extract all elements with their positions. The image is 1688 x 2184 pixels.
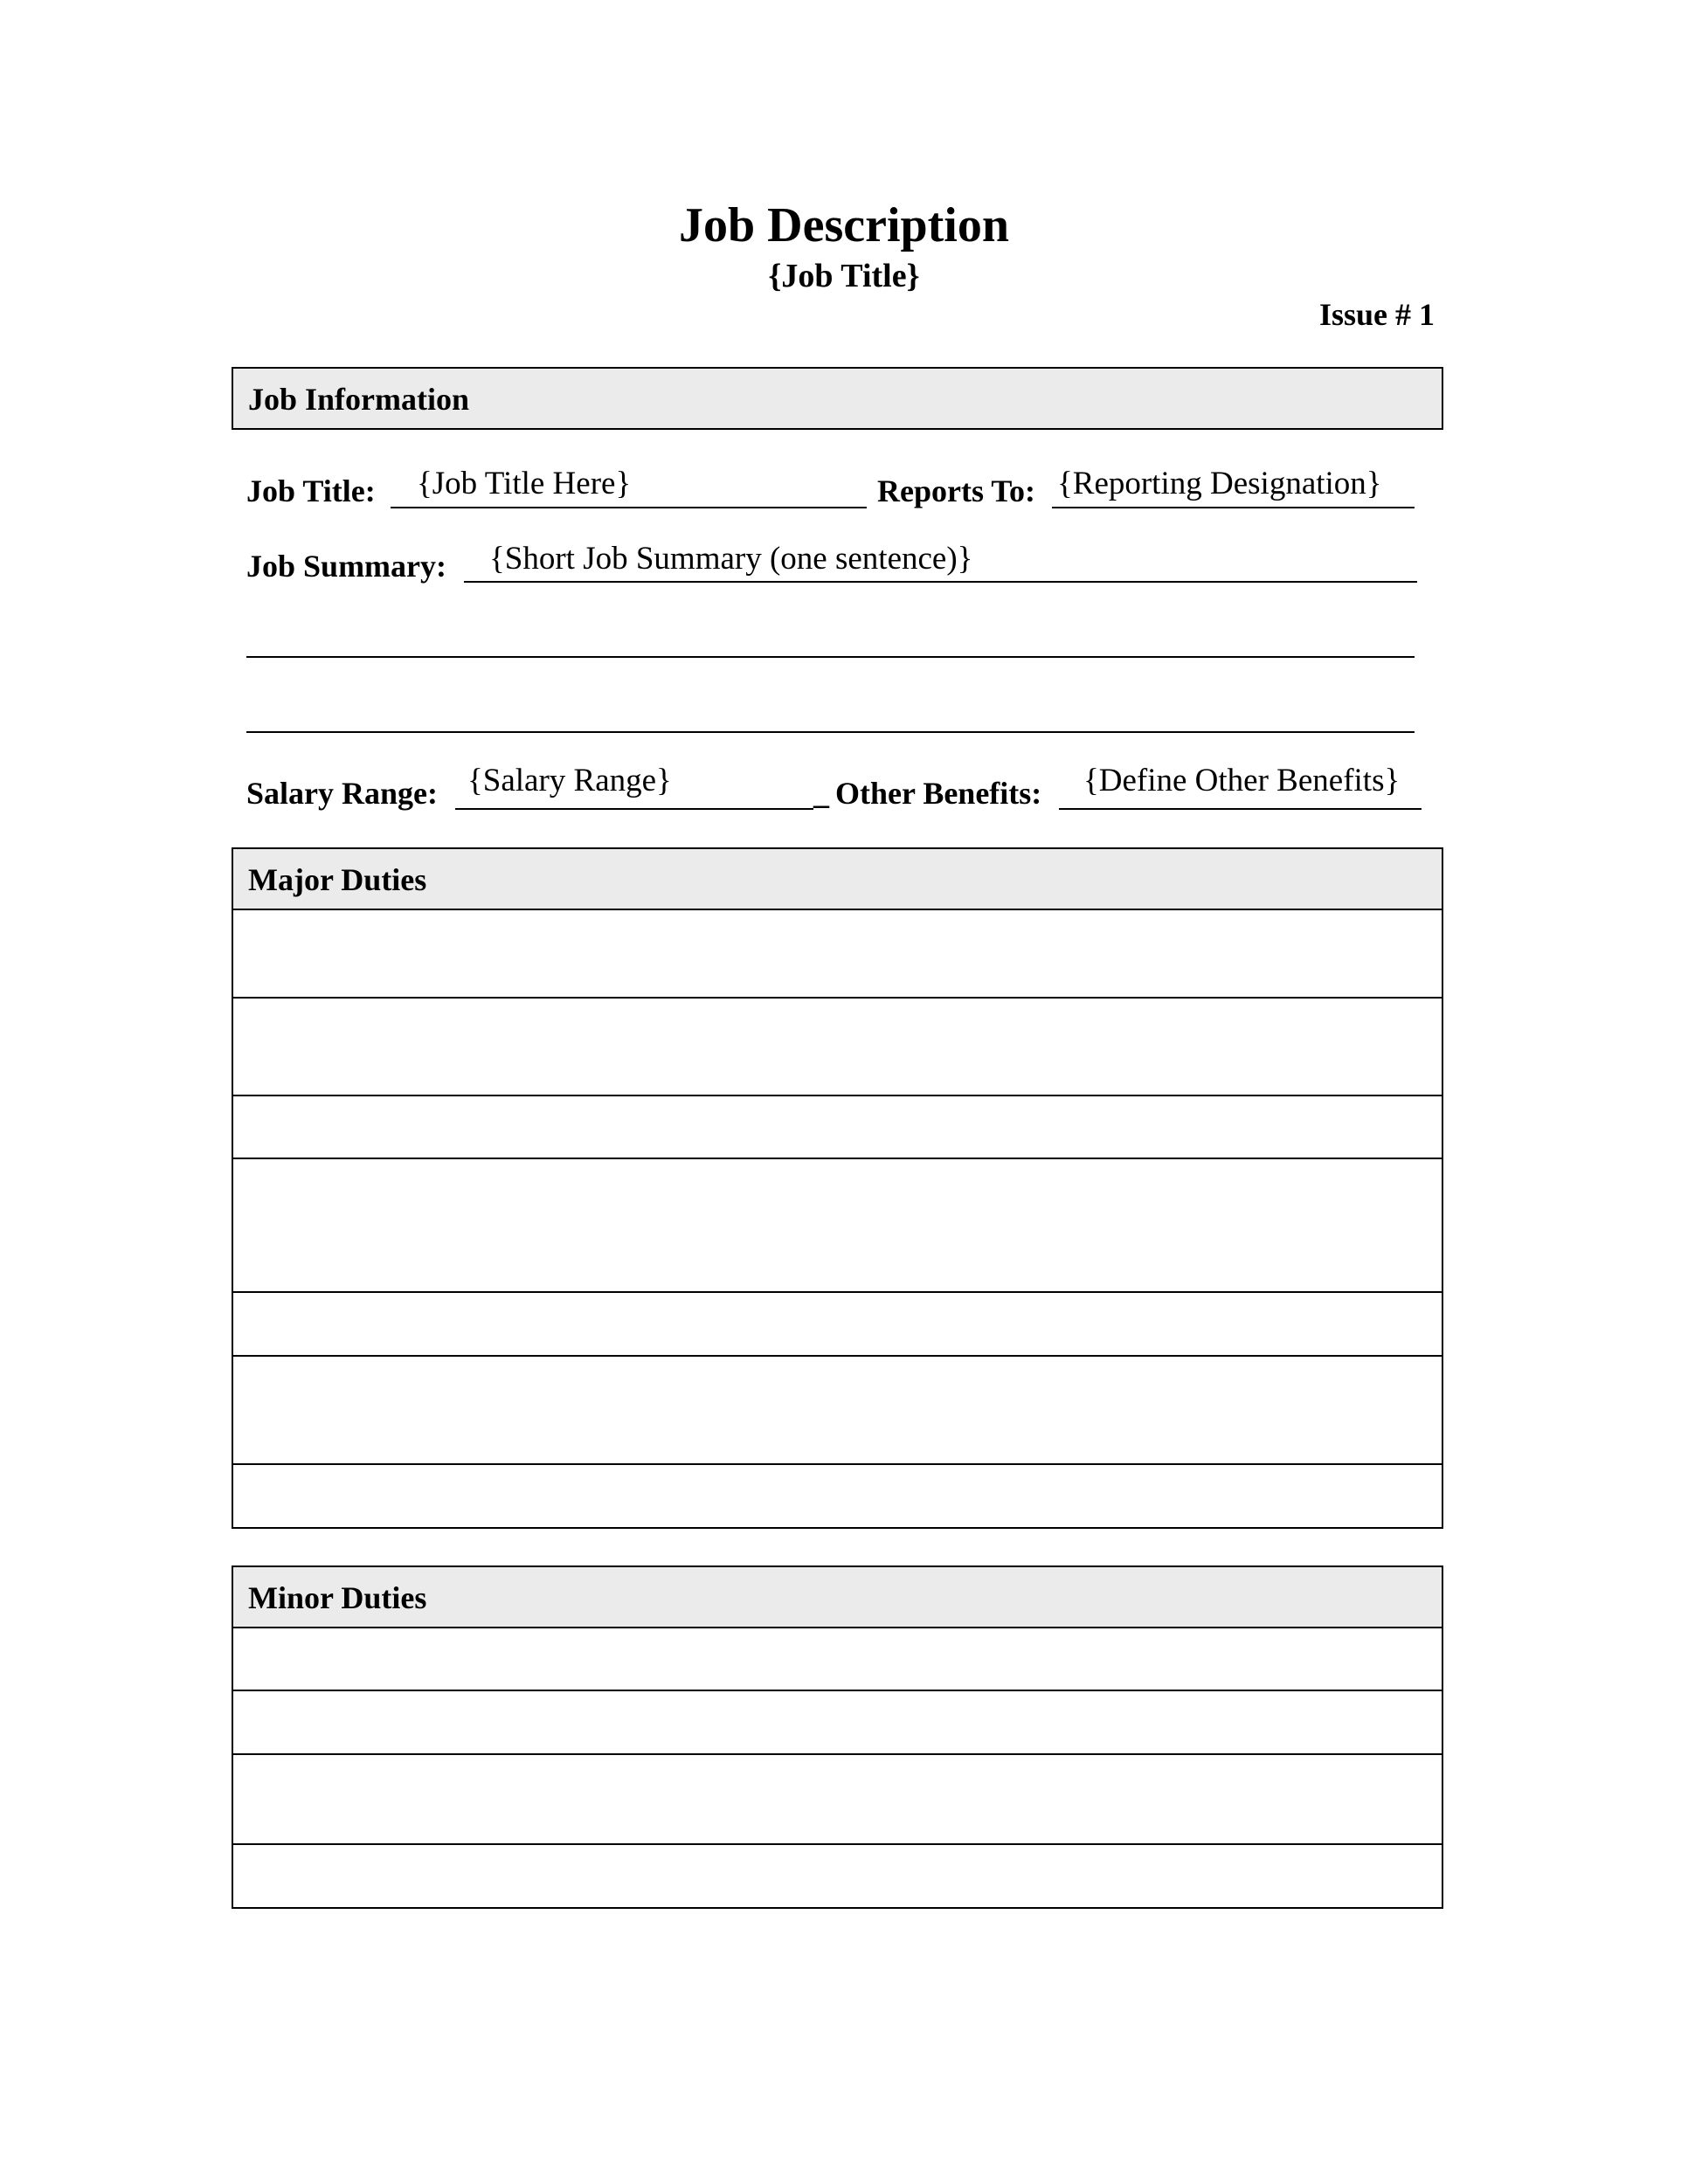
- other-benefits-underline: [1059, 808, 1422, 810]
- minor-duty-row-4[interactable]: [233, 1845, 1442, 1907]
- issue-number: Issue # 1: [1318, 297, 1435, 332]
- major-duty-row-7[interactable]: [233, 1465, 1442, 1527]
- document-title: Job Description: [679, 198, 1009, 252]
- job-summary-line-2[interactable]: [246, 656, 1415, 658]
- major-duty-row-6[interactable]: [233, 1357, 1442, 1465]
- major-duties-table: [232, 910, 1443, 1529]
- document-subtitle: {Job Title}: [768, 258, 920, 294]
- reports-to-label: Reports To:: [877, 473, 1036, 508]
- major-duty-row-4[interactable]: [233, 1159, 1442, 1293]
- minor-duty-row-3[interactable]: [233, 1755, 1442, 1845]
- job-information-header: Job Information: [232, 367, 1443, 430]
- other-benefits-label: Other Benefits:: [835, 776, 1042, 811]
- job-summary-line-3[interactable]: [246, 731, 1415, 733]
- other-benefits-field[interactable]: {Define Other Benefits}: [1083, 763, 1401, 798]
- major-duties-header: Major Duties: [232, 847, 1443, 910]
- minor-duty-row-1[interactable]: [233, 1628, 1442, 1691]
- major-duty-row-5[interactable]: [233, 1293, 1442, 1357]
- reports-to-underline: [1052, 507, 1415, 508]
- minor-duty-row-2[interactable]: [233, 1691, 1442, 1755]
- job-title-underline: [391, 507, 867, 508]
- minor-duties-table: [232, 1628, 1443, 1909]
- major-duty-row-2[interactable]: [233, 999, 1442, 1096]
- minor-duties-header: Minor Duties: [232, 1565, 1443, 1628]
- salary-range-underline: [455, 808, 813, 810]
- major-duty-row-3[interactable]: [233, 1096, 1442, 1159]
- salary-range-label: Salary Range:: [246, 776, 438, 811]
- salary-range-suffix: _: [813, 776, 829, 811]
- job-summary-underline: [464, 581, 1417, 583]
- job-summary-field[interactable]: {Short Job Summary (one sentence)}: [489, 541, 973, 577]
- major-duty-row-1[interactable]: [233, 910, 1442, 999]
- job-summary-label: Job Summary:: [246, 549, 447, 584]
- salary-range-field[interactable]: {Salary Range}: [467, 763, 672, 798]
- job-title-label: Job Title:: [246, 473, 376, 508]
- reports-to-field[interactable]: {Reporting Designation}: [1057, 466, 1382, 501]
- job-title-field[interactable]: {Job Title Here}: [417, 466, 632, 501]
